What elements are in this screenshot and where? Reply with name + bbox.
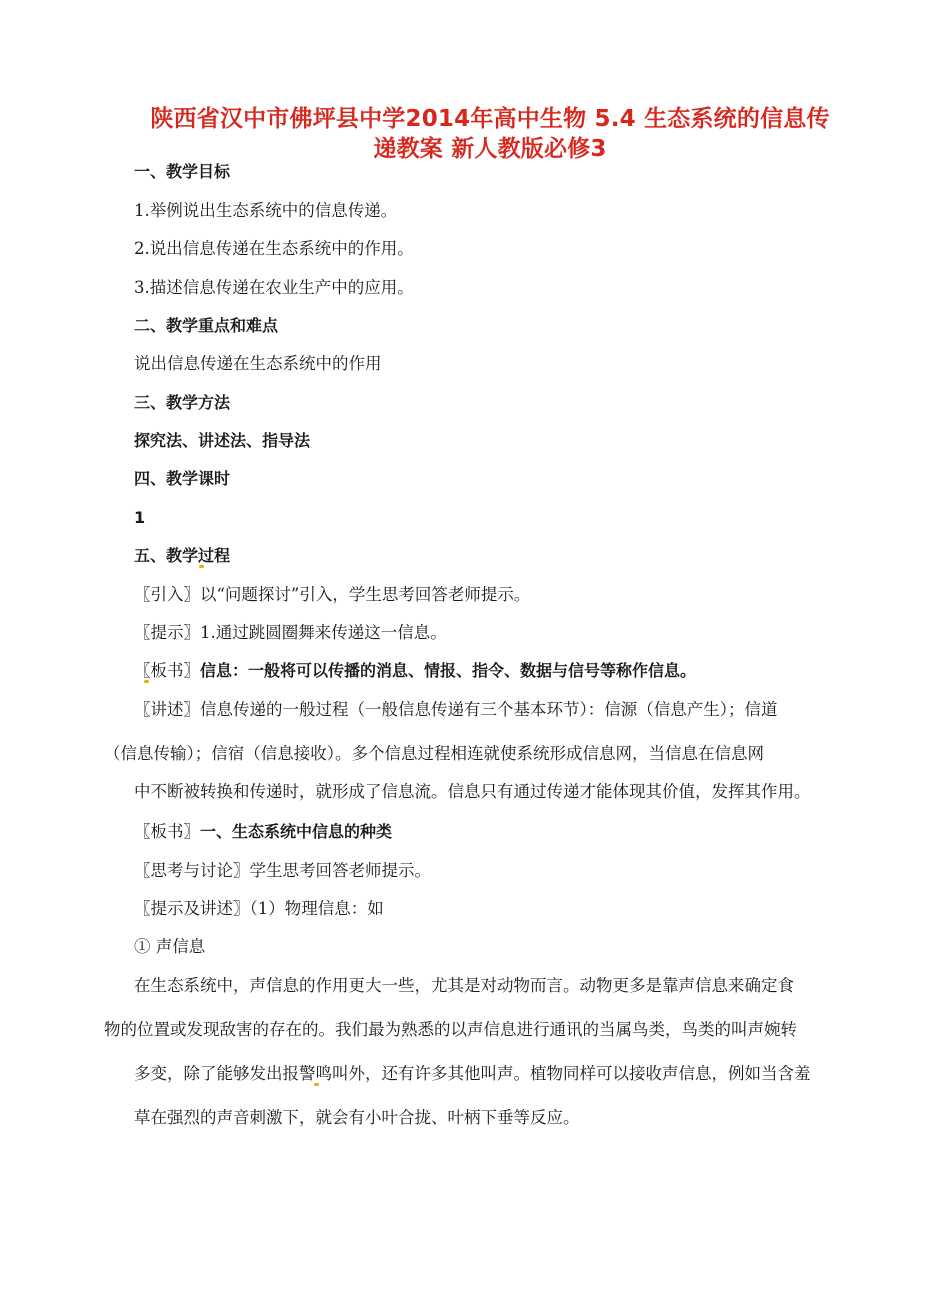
edit-mark [144, 680, 149, 683]
title-line-2: 递教案 新人教版必修3 [373, 136, 607, 162]
paragraph-line-3: 多变，除了能够发出报警鸣叫外，还有许多其他叫声。植物同样可以接收声信息，例如当含羞 [134, 1064, 811, 1083]
board-note-2 [134, 820, 392, 844]
objective-item-1: 1.举例说出生态系统中的信息传递。 [134, 201, 398, 220]
board-label: 〖板书〗 [134, 822, 200, 841]
objective-item-2: 2.说出信息传递在生态系统中的作用。 [134, 239, 414, 258]
process-intro: 〖引入〗以“问题探讨”引入，学生思考回答老师提示。 [134, 585, 531, 604]
lecture-line-3: 中不断被转换和传递时，就形成了信息流。信息只有通过传递才能体现其价值，发挥其作用。 [134, 782, 811, 801]
board-note-1 [134, 659, 696, 683]
sound-info-item: ① 声信息 [134, 937, 206, 956]
discussion-line: 〖思考与讨论〗学生思考回答老师提示。 [134, 861, 431, 880]
board-text: 一、生态系统中信息的种类 [200, 822, 393, 841]
edit-mark [199, 565, 204, 568]
objective-item-3: 3.描述信息传递在农业生产中的应用。 [134, 278, 414, 297]
paragraph-line-2: 物的位置或发现敌害的存在的。我们最为熟悉的以声信息进行通讯的当属鸟类，鸟类的叫声婉转 [104, 1020, 797, 1039]
section-heading-hours: 四、教学课时 [134, 469, 231, 488]
board-text: 信息：一般将可以传播的消息、情报、指令、数据与信号等称作信息。 [200, 661, 697, 680]
paragraph-line-1: 在生态系统中，声信息的作用更大一些，尤其是对动物而言。动物更多是靠声信息来确定食 [134, 976, 794, 995]
key-points-text: 说出信息传递在生态系统中的作用 [134, 354, 382, 373]
section-heading-methods: 三、教学方法 [134, 393, 231, 412]
paragraph-line-4: 草在强烈的声音刺激下，就会有小叶合拢、叶柄下垂等反应。 [134, 1108, 580, 1127]
process-hint-2: 〖提示及讲述〗（1）物理信息：如 [134, 899, 384, 918]
title-line-1: 陕西省汉中市佛坪县中学2014年高中生物 5.4 生态系统的信息传 [150, 106, 830, 132]
section-heading-process: 五、教学过程 [134, 546, 231, 565]
lecture-line-2: （信息传输）；信宿（信息接收）。多个信息过程相连就使系统形成信息网，当信息在信息网 [104, 744, 764, 763]
section-heading-key-points: 二、教学重点和难点 [134, 316, 279, 335]
board-label: 〖板书〗 [134, 661, 200, 680]
hours-text: 1 [134, 508, 146, 527]
section-heading-objectives: 一、教学目标 [134, 162, 231, 181]
lecture-line-1: 〖讲述〗信息传递的一般过程（一般信息传递有三个基本环节）：信源（信息产生）；信道 [134, 700, 778, 719]
methods-text: 探究法、讲述法、指导法 [134, 431, 311, 450]
process-hint-1: 〖提示〗1.通过跳圆圈舞来传递这一信息。 [134, 623, 447, 642]
document-title [140, 104, 840, 164]
edit-mark [314, 1083, 319, 1086]
